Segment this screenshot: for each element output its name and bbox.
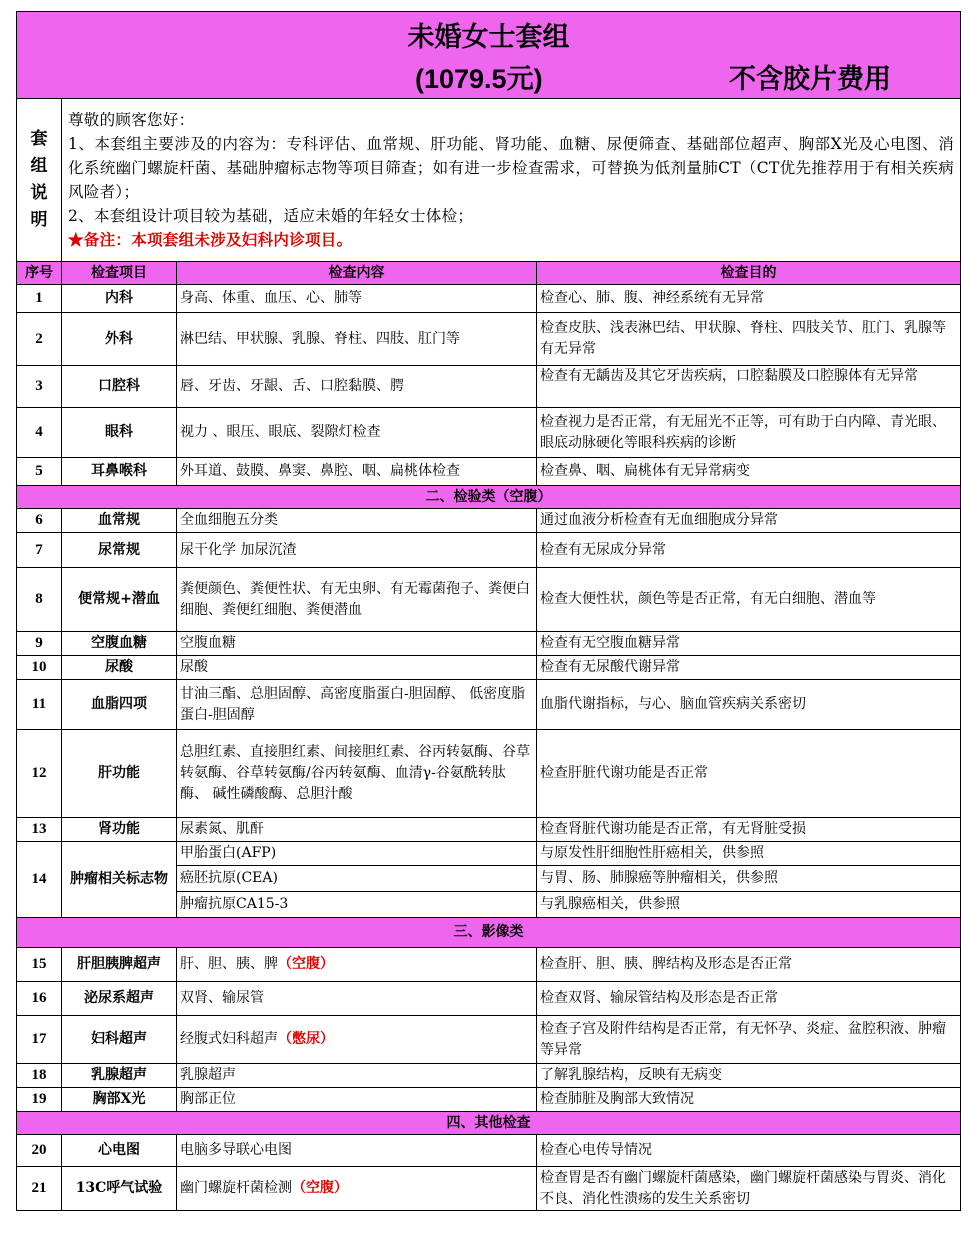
- title-row: [17, 12, 961, 99]
- intro-remark: ★备注：本项套组未涉及妇科内诊项目。: [68, 230, 353, 249]
- table-row: 17 妇科超声 经腹式妇科超声（憋尿） 检查子宫及附件结构是否正常，有无怀孕、炎症、盆腔积液、肿瘤等异常: [17, 1016, 961, 1064]
- intro-line-1: 1、本套组主要涉及的内容为：专科评估、血常规、肝功能、肾功能、血糖、尿便筛查、基础部位超声、胸部X光及心电图、消化系统幽门螺旋杆菌、基础肿瘤标志物等项目筛查；如有进一步检查需求，可替换为低剂量肺CT（CT优先推荐用于有相关疾病风险者）；: [68, 135, 954, 201]
- package-sheet: [16, 11, 960, 1211]
- section-header-lab: 二、检验类（空腹）: [17, 486, 961, 509]
- table-row: 10 尿酸 尿酸 检查有无尿酸代谢异常: [17, 656, 961, 680]
- price-note: 不含胶片费用: [729, 64, 891, 94]
- section-header-other: 四、其他检查: [17, 1112, 961, 1135]
- package-price: (1079.5元): [415, 64, 543, 94]
- table-row: 5 耳鼻喉科 外耳道、鼓膜、鼻窦、鼻腔、咽、扁桃体检查 检查鼻、咽、扁桃体有无异常病变: [17, 458, 961, 486]
- table-row: 2 外科 淋巴结、甲状腺、乳腺、脊柱、四肢、肛门等 检查皮肤、浅表淋巴结、甲状腺、脊柱、四肢关节、肛门、乳腺等有无异常: [17, 313, 961, 366]
- table-row: 9 空腹血糖 空腹血糖 检查有无空腹血糖异常: [17, 632, 961, 656]
- table-subrow: 癌胚抗原(CEA) 与胃、肠、肺腺癌等肿瘤相关，供参照: [17, 866, 961, 892]
- col-item-header: 检查项目: [62, 262, 177, 285]
- intro-greeting: 尊敬的顾客您好：: [68, 111, 195, 129]
- table-row: 20 心电图 电脑多导联心电图 检查心电传导情况: [17, 1135, 961, 1167]
- intro-row: [17, 99, 961, 262]
- table-row: 15 肝胆胰脾超声 肝、胆、胰、脾（空腹） 检查肝、胆、胰、脾结构及形态是否正常: [17, 948, 961, 982]
- table-row: 4 眼科 视力 、眼压、眼底、裂隙灯检查 检查视力是否正常，有无屈光不正等，可有助于白内障、青光眼、眼底动脉硬化等眼科疾病的诊断: [17, 408, 961, 458]
- table-row: 6 血常规 全血细胞五分类 通过血液分析检查有无血细胞成分异常: [17, 509, 961, 533]
- table-row: 18 乳腺超声 乳腺超声 了解乳腺结构，反映有无病变: [17, 1064, 961, 1088]
- intro-line-2: 2、本套组设计项目较为基础，适应未婚的年轻女士体检；: [68, 207, 474, 225]
- col-no-header: 序号: [17, 262, 62, 285]
- section-header-imaging: 三、影像类: [17, 918, 961, 948]
- col-purpose-header: 检查目的: [537, 262, 961, 285]
- intro-text: [62, 99, 961, 262]
- table-row: 11 血脂四项 甘油三酯、总胆固醇、高密度脂蛋白-胆固醇、 低密度脂蛋白-胆固醇 血脂代谢指标，与心、脑血管疾病关系密切: [17, 680, 961, 730]
- table-row: 1 内科 身高、体重、血压、心、肺等 检查心、肺、腹、神经系统有无异常: [17, 285, 961, 313]
- column-header-row: [17, 262, 961, 285]
- table-row: 13 肾功能 尿素氮、肌酐 检查肾脏代谢功能是否正常，有无肾脏受损: [17, 818, 961, 842]
- intro-side-label: 套 组 说 明: [17, 99, 62, 262]
- table-row: 12 肝功能 总胆红素、直接胆红素、间接胆红素、谷丙转氨酶、谷草转氨酶、谷草转氨酶/谷丙转氨酶、血清γ-谷氨酰转肽酶、 碱性磷酸酶、总胆汁酸 检查肝脏代谢功能是否正常: [17, 730, 961, 818]
- package-table: [16, 11, 961, 1211]
- title-banner: [17, 12, 961, 99]
- table-row: 16 泌尿系超声 双肾、输尿管 检查双肾、输尿管结构及形态是否正常: [17, 982, 961, 1016]
- table-row: 3 口腔科 唇、牙齿、牙龈、舌、口腔黏膜、腭 检查有无龋齿及其它牙齿疾病，口腔黏膜及口腔腺体有无异常: [17, 366, 961, 408]
- package-title: 未婚女士套组: [407, 22, 570, 52]
- table-row: 21 13C呼气试验 幽门螺旋杆菌检测（空腹） 检查胃是否有幽门螺旋杆菌感染，幽门螺旋杆菌感染与胃炎、消化不良、消化性溃疡的发生关系密切: [17, 1167, 961, 1211]
- table-row: 8 便常规+潜血 粪便颜色、粪便性状、有无虫卵、有无霉菌孢子、粪便白细胞、粪便红细胞、粪便潜血 检查大便性状，颜色等是否正常，有无白细胞、潜血等: [17, 568, 961, 632]
- table-row: 7 尿常规 尿干化学 加尿沉渣 检查有无尿成分异常: [17, 533, 961, 568]
- table-subrow: 肿瘤抗原CA15-3 与乳腺癌相关，供参照: [17, 892, 961, 918]
- col-content-header: 检查内容: [177, 262, 537, 285]
- table-row: 14 肿瘤相关标志物 甲胎蛋白(AFP) 与原发性肝细胞性肝癌相关，供参照: [17, 842, 961, 866]
- table-row: 19 胸部X光 胸部正位 检查肺脏及胸部大致情况: [17, 1088, 961, 1112]
